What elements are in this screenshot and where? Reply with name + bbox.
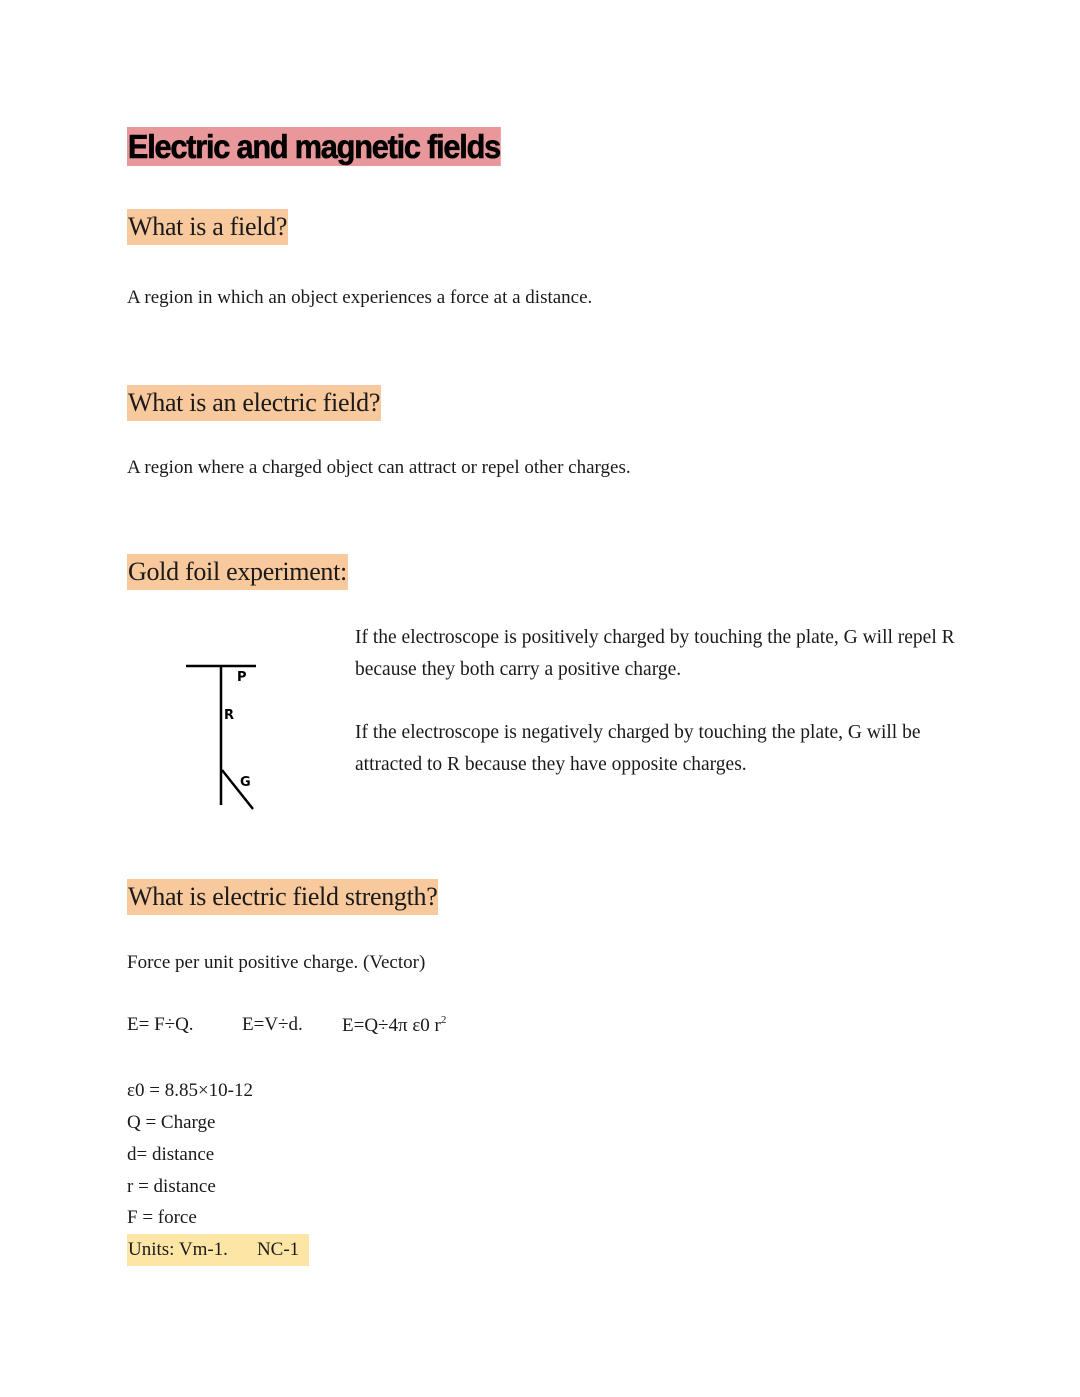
- definition-d-distance: d= distance: [127, 1144, 215, 1165]
- field-strength-definition: Force per unit positive charge. (Vector): [127, 952, 426, 973]
- label-plate: P: [237, 670, 247, 685]
- electroscope-diagram: [180, 655, 270, 815]
- formula-force-charge: E= F÷Q.: [127, 1014, 194, 1035]
- field-definition: A region in which an object experiences a force at a distance.: [127, 287, 593, 308]
- units-line: [127, 1234, 309, 1266]
- definition-force: F = force: [127, 1207, 197, 1228]
- formula-voltage-distance: E=V÷d.: [242, 1014, 303, 1035]
- formula-coulomb-base: E=Q÷4π ε0 r: [342, 1015, 441, 1036]
- section-heading-electric-field: What is an electric field?: [127, 385, 381, 421]
- definition-r-distance: r = distance: [127, 1176, 216, 1197]
- units-nc: NC-1: [256, 1239, 300, 1260]
- electric-field-definition: A region where a charged object can attract or repel other charges.: [127, 457, 631, 478]
- label-rod: R: [224, 708, 235, 723]
- label-leaf: G: [240, 775, 251, 790]
- section-heading-field-strength: What is electric field strength?: [127, 879, 438, 915]
- negative-charge-paragraph: If the electroscope is negatively charged by touching the plate, G will be attracted to R because they have opposite charges.: [355, 722, 921, 775]
- formula-coulomb: [342, 1014, 446, 1037]
- section-heading-field: What is a field?: [127, 209, 288, 245]
- definition-permittivity: ε0 = 8.85×10-12: [127, 1080, 253, 1101]
- formula-coulomb-exponent: 2: [440, 1014, 447, 1026]
- units-vm: Units: Vm-1.: [128, 1239, 228, 1260]
- page-title: Electric and magnetic fields: [127, 128, 501, 165]
- section-heading-gold-foil: Gold foil experiment:: [127, 554, 348, 590]
- definition-charge: Q = Charge: [127, 1112, 216, 1133]
- positive-charge-paragraph: If the electroscope is positively charged by touching the plate, G will repel R because they both carry a positive charge.: [355, 627, 955, 680]
